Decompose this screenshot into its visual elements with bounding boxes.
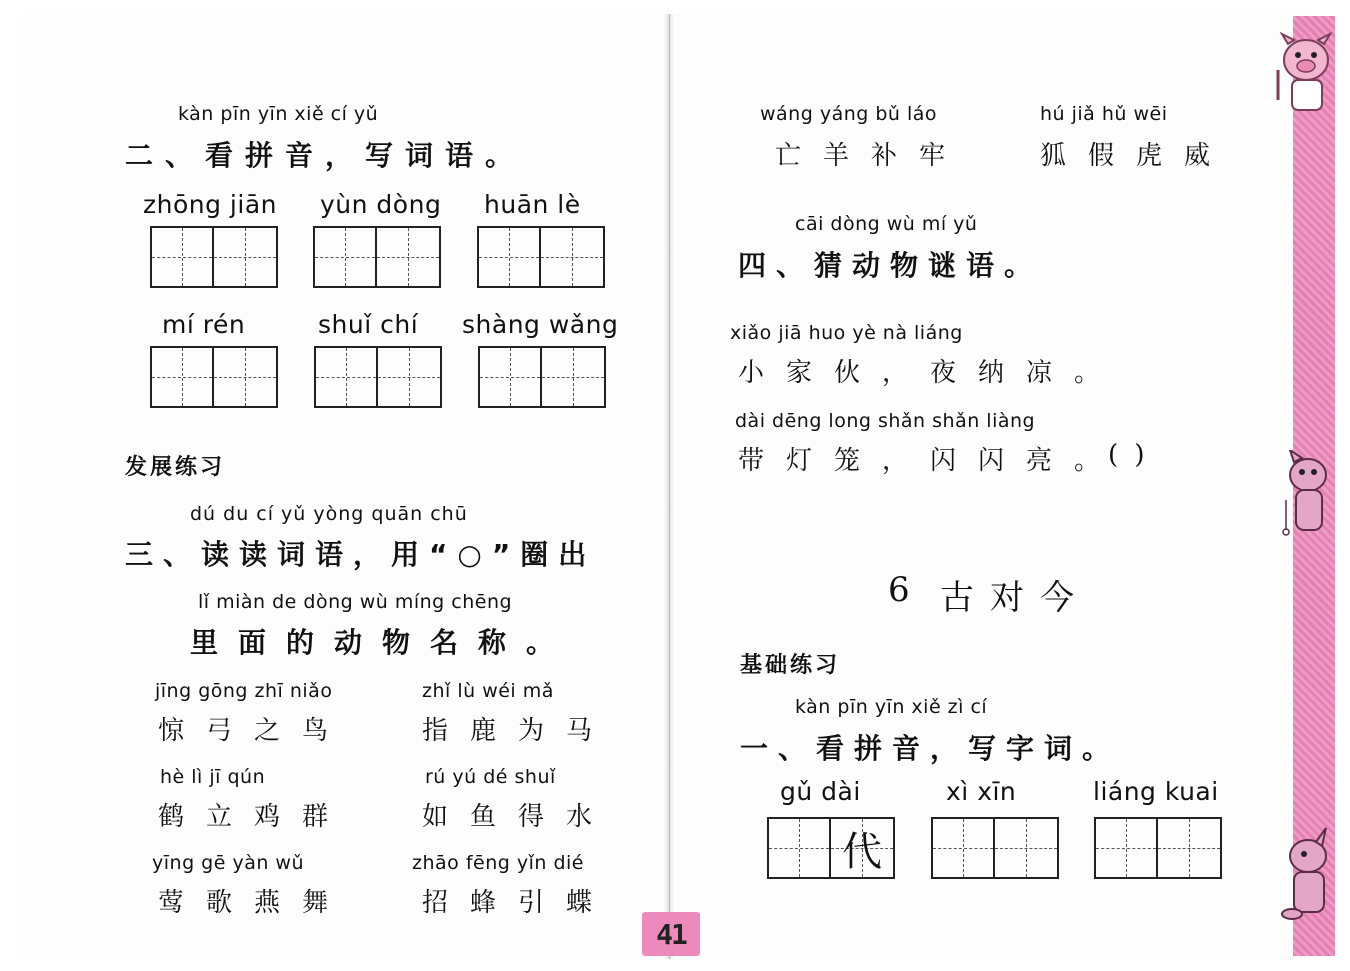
wolf-mascot-icon — [1276, 450, 1338, 550]
writing-cell[interactable] — [995, 819, 1057, 877]
riddle2-text: 带灯笼，闪闪亮。 — [738, 446, 1123, 476]
q2-word4-pinyin: mí rén — [162, 310, 246, 339]
writing-cell[interactable] — [214, 348, 276, 406]
q3-title-pinyin-line1: dú du cí yǔ yòng quān chū — [190, 503, 468, 525]
idiom-pinyin: zhāo fēng yǐn dié — [412, 852, 584, 874]
writing-cell[interactable] — [1096, 819, 1158, 877]
writing-cell[interactable] — [152, 348, 214, 406]
pig-mascot-icon — [1268, 30, 1338, 120]
writing-cell[interactable] — [769, 819, 831, 877]
q2-word3-pinyin: huān lè — [484, 190, 581, 219]
section-title-basic: 基础练习 — [740, 653, 841, 678]
section-title-development: 发展练习 — [125, 455, 226, 480]
writing-cell[interactable] — [933, 819, 995, 877]
q1-word2-pinyin: xì xīn — [946, 777, 1017, 806]
idiom-chars[interactable]: 如鱼得水 — [422, 802, 615, 832]
writing-grid-xixin[interactable] — [931, 817, 1059, 879]
writing-cell[interactable] — [479, 228, 541, 286]
q1-word1-pinyin: gǔ dài — [780, 777, 861, 806]
writing-grid-liangkuai[interactable] — [1094, 817, 1222, 879]
writing-grid-yundong[interactable] — [313, 226, 441, 288]
idiom-pinyin: jīng gōng zhī niǎo — [155, 680, 333, 702]
q2-word1-pinyin: zhōng jiān — [143, 190, 277, 219]
writing-cell[interactable] — [315, 228, 377, 286]
writing-cell[interactable] — [378, 348, 440, 406]
riddle2-pinyin: dài dēng long shǎn shǎn liàng — [735, 410, 1036, 432]
idiom-chars[interactable]: 莺歌燕舞 — [158, 888, 351, 918]
writing-cell[interactable] — [152, 228, 214, 286]
writing-cell[interactable] — [541, 228, 603, 286]
q1-word3-pinyin: liáng kuai — [1093, 777, 1219, 806]
writing-grid-miren[interactable] — [150, 346, 278, 408]
writing-cell[interactable] — [831, 819, 893, 877]
q2-word6-pinyin: shàng wǎng — [462, 310, 619, 339]
writing-cell[interactable] — [480, 348, 542, 406]
q2-word2-pinyin: yùn dòng — [320, 190, 442, 219]
idiom-pinyin: rú yú dé shuǐ — [425, 766, 556, 788]
riddle-answer-blank[interactable]: ( ) — [1108, 440, 1149, 470]
gutter-line — [669, 14, 670, 959]
idiom-pinyin: wáng yáng bǔ láo — [760, 103, 938, 125]
idiom-chars[interactable]: 狐假虎威 — [1040, 141, 1233, 171]
idiom-pinyin: hè lì jī qún — [160, 766, 266, 788]
fox-mascot-icon — [1276, 826, 1336, 926]
writing-grid-gudai[interactable] — [767, 817, 895, 879]
q3-title-line1: 三、读读词语，用“○”圈出 — [125, 538, 597, 571]
idiom-pinyin: zhǐ lù wéi mǎ — [422, 680, 554, 702]
q4-title: 四、猜动物谜语。 — [738, 249, 1043, 282]
prefilled-char: 代 — [842, 828, 882, 875]
lesson-number: 6 — [888, 570, 926, 610]
idiom-chars[interactable]: 亡羊补牢 — [775, 141, 968, 171]
q2-title-pinyin: kàn pīn yīn xiě cí yǔ — [178, 103, 379, 125]
q3-title-line2: 里面的动物名称。 — [190, 626, 575, 659]
riddle1-pinyin: xiǎo jiā huo yè nà liáng — [730, 322, 963, 344]
idiom-chars[interactable]: 招蜂引蝶 — [422, 888, 615, 918]
writing-grid-zhongjian[interactable] — [150, 226, 278, 288]
idiom-pinyin: hú jiǎ hǔ wēi — [1040, 103, 1168, 125]
q3-title-pinyin-line2: lǐ miàn de dòng wù míng chēng — [198, 591, 513, 613]
writing-cell[interactable] — [214, 228, 276, 286]
q4-title-pinyin: cāi dòng wù mí yǔ — [795, 213, 978, 235]
lesson-title: 古对今 — [940, 578, 1090, 618]
idiom-chars[interactable]: 鹤立鸡群 — [158, 802, 351, 832]
q2-word5-pinyin: shuǐ chí — [318, 310, 419, 339]
writing-grid-shangwang[interactable] — [478, 346, 606, 408]
writing-cell[interactable] — [1158, 819, 1220, 877]
idiom-chars[interactable]: 惊弓之鸟 — [158, 716, 351, 746]
writing-cell[interactable] — [377, 228, 439, 286]
q1-title-pinyin: kàn pīn yīn xiě zì cí — [795, 696, 988, 718]
idiom-chars[interactable]: 指鹿为马 — [422, 716, 615, 746]
q1-title: 一、看拼音，写字词。 — [740, 732, 1121, 765]
writing-grid-shuichi[interactable] — [314, 346, 442, 408]
riddle1-text: 小家伙，夜纳凉。 — [738, 358, 1123, 388]
idiom-pinyin: yīng gē yàn wǔ — [152, 852, 305, 874]
writing-cell[interactable] — [542, 348, 604, 406]
writing-cell[interactable] — [316, 348, 378, 406]
writing-grid-huanle[interactable] — [477, 226, 605, 288]
page-number: 41 — [642, 912, 700, 956]
q2-title: 二、看拼音，写词语。 — [125, 139, 526, 172]
